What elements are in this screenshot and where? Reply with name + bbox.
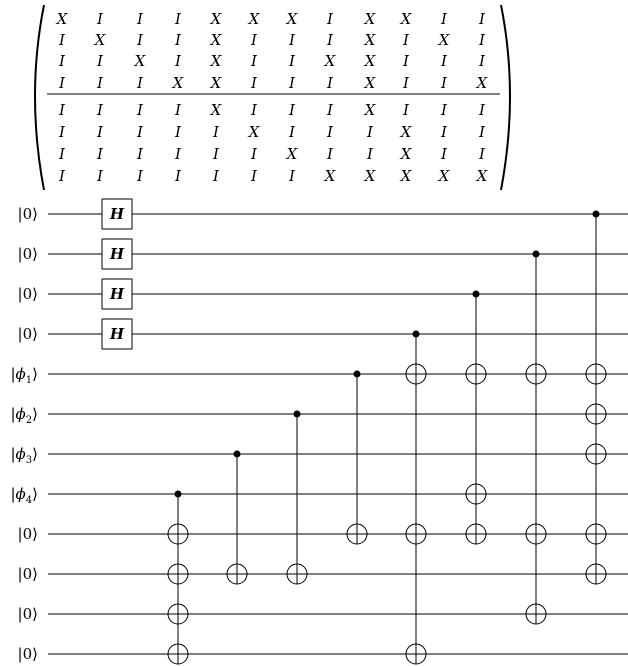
matrix-cell: I xyxy=(137,145,143,163)
wire-label: |0⟩ xyxy=(17,245,38,263)
matrix-cell: I xyxy=(327,101,333,119)
matrix-cell: I xyxy=(289,167,295,185)
matrix-cell: X xyxy=(286,145,298,163)
target-oplus xyxy=(406,364,426,384)
ket-close: ⟩ xyxy=(32,445,38,463)
hadamard-gate xyxy=(102,319,132,349)
target-oplus xyxy=(406,644,426,664)
matrix-cell: I xyxy=(213,145,219,163)
matrix-cell: I xyxy=(251,52,257,70)
ket-bar: | xyxy=(10,445,16,463)
ket-bar: | xyxy=(10,405,16,423)
target-oplus xyxy=(586,524,606,544)
matrix-cell: X xyxy=(94,31,106,49)
matrix-cell: I xyxy=(327,74,333,92)
matrix-cell: I xyxy=(441,123,447,141)
matrix-cell: I xyxy=(441,101,447,119)
control-dot xyxy=(413,331,420,338)
ket-symbol: ϕ xyxy=(15,405,26,423)
matrix-cell: I xyxy=(479,101,485,119)
stabilizer-matrix xyxy=(35,5,510,190)
matrix-cell: X xyxy=(210,31,222,49)
matrix-cell: I xyxy=(175,31,181,49)
matrix-cell: I xyxy=(441,10,447,28)
matrix-cell: I xyxy=(327,145,333,163)
matrix-cell: I xyxy=(59,101,65,119)
wire-label xyxy=(10,365,38,386)
matrix-cell: I xyxy=(251,167,257,185)
target-oplus xyxy=(347,524,367,544)
matrix-cell: I xyxy=(327,10,333,28)
hadamard-label: H xyxy=(109,325,125,343)
matrix-cell: I xyxy=(251,145,257,163)
target-oplus xyxy=(526,524,546,544)
matrix-cell: I xyxy=(403,101,409,119)
matrix-cell: X xyxy=(400,167,412,185)
matrix-cell: X xyxy=(248,123,260,141)
matrix-cell: X xyxy=(248,10,260,28)
ket-subscript: 3 xyxy=(25,455,33,466)
matrix-cell: I xyxy=(403,31,409,49)
matrix-cell: I xyxy=(97,123,103,141)
matrix-cell: X xyxy=(210,52,222,70)
target-oplus xyxy=(526,364,546,384)
matrix-cell: I xyxy=(251,31,257,49)
target-oplus xyxy=(466,524,486,544)
wire-label: |0⟩ xyxy=(17,325,38,343)
target-oplus xyxy=(466,364,486,384)
hadamard-label: H xyxy=(109,285,125,303)
matrix-cell: I xyxy=(97,74,103,92)
matrix-cell: X xyxy=(364,31,376,49)
control-dot xyxy=(473,291,480,298)
cnot-gate xyxy=(227,451,247,585)
control-dot xyxy=(533,251,540,258)
target-oplus xyxy=(406,524,426,544)
matrix-cell: X xyxy=(364,10,376,28)
cnot-gate xyxy=(168,491,188,665)
ket-close: ⟩ xyxy=(32,405,38,423)
matrix-cell: I xyxy=(97,52,103,70)
matrix-cell: X xyxy=(400,145,412,163)
matrix-cell: I xyxy=(97,145,103,163)
hadamard-label: H xyxy=(109,205,125,223)
matrix-cell: I xyxy=(137,167,143,185)
ket-symbol: ϕ xyxy=(15,485,26,503)
ket-close: ⟩ xyxy=(32,365,38,383)
matrix-cell: I xyxy=(59,74,65,92)
wire-label xyxy=(10,405,38,426)
matrix-cell: X xyxy=(364,167,376,185)
matrix-right-paren xyxy=(501,5,510,190)
matrix-cell: I xyxy=(479,123,485,141)
target-oplus xyxy=(287,564,307,584)
matrix-cell: X xyxy=(476,167,488,185)
target-oplus xyxy=(168,524,188,544)
matrix-cell: X xyxy=(210,101,222,119)
circuit-wires xyxy=(10,205,628,663)
matrix-left-paren xyxy=(35,5,44,190)
matrix-cell: I xyxy=(59,31,65,49)
matrix-cell: I xyxy=(403,52,409,70)
matrix-cell: X xyxy=(364,101,376,119)
matrix-cell: I xyxy=(289,31,295,49)
wire-label: |0⟩ xyxy=(17,205,38,223)
matrix-cell: X xyxy=(438,31,450,49)
target-oplus xyxy=(526,604,546,624)
target-oplus xyxy=(168,644,188,664)
hadamard-gate xyxy=(102,199,132,229)
matrix-cell: I xyxy=(175,101,181,119)
hadamard-label: H xyxy=(109,245,125,263)
control-dot xyxy=(234,451,241,458)
control-dot xyxy=(354,371,361,378)
matrix-cell: I xyxy=(97,101,103,119)
matrix-cell: X xyxy=(400,10,412,28)
matrix-cell: I xyxy=(441,52,447,70)
matrix-cell: X xyxy=(324,52,336,70)
ket-symbol: ϕ xyxy=(15,365,26,383)
matrix-cell: I xyxy=(137,74,143,92)
matrix-cell: I xyxy=(251,74,257,92)
matrix-cell: I xyxy=(59,52,65,70)
cnot-gate xyxy=(526,251,546,625)
control-dot xyxy=(175,491,182,498)
wire-label: |0⟩ xyxy=(17,565,38,583)
hadamard-gate xyxy=(102,239,132,269)
cnot-gate xyxy=(347,371,367,545)
ket-subscript: 4 xyxy=(25,495,33,506)
matrix-cell: I xyxy=(479,10,485,28)
matrix-cell: I xyxy=(289,74,295,92)
matrix-cell: I xyxy=(479,31,485,49)
matrix-cell: I xyxy=(289,123,295,141)
matrix-cell: X xyxy=(286,10,298,28)
matrix-cell: I xyxy=(479,52,485,70)
target-oplus xyxy=(466,484,486,504)
cnot-gate xyxy=(287,411,307,585)
target-oplus xyxy=(586,444,606,464)
ket-bar: | xyxy=(10,365,16,383)
wire-label: |0⟩ xyxy=(17,285,38,303)
matrix-cell: I xyxy=(403,74,409,92)
ket-subscript: 2 xyxy=(25,415,33,426)
target-oplus xyxy=(586,564,606,584)
matrix-cell: X xyxy=(364,52,376,70)
matrix-cell: X xyxy=(364,74,376,92)
matrix-cell: X xyxy=(210,10,222,28)
wire-label xyxy=(10,445,38,466)
matrix-cell: I xyxy=(213,167,219,185)
matrix-cell: I xyxy=(137,123,143,141)
matrix-cell: X xyxy=(400,123,412,141)
matrix-cell: X xyxy=(210,74,222,92)
target-oplus xyxy=(227,564,247,584)
matrix-cell: I xyxy=(213,123,219,141)
matrix-cell: X xyxy=(324,167,336,185)
matrix-cell: I xyxy=(441,74,447,92)
matrix-cell: I xyxy=(137,10,143,28)
matrix-cell: I xyxy=(175,52,181,70)
wire-label: |0⟩ xyxy=(17,645,38,663)
matrix-cell: I xyxy=(175,145,181,163)
matrix-cell: X xyxy=(56,10,68,28)
matrix-cell: X xyxy=(476,74,488,92)
matrix-cell: I xyxy=(327,123,333,141)
target-oplus xyxy=(586,364,606,384)
matrix-cell: I xyxy=(327,31,333,49)
matrix-cell: I xyxy=(289,52,295,70)
ket-bar: | xyxy=(10,485,16,503)
matrix-cell: I xyxy=(289,101,295,119)
wire-label: |0⟩ xyxy=(17,525,38,543)
target-oplus xyxy=(168,564,188,584)
matrix-cell: I xyxy=(367,145,373,163)
matrix-cell: I xyxy=(59,145,65,163)
control-dot xyxy=(593,211,600,218)
target-oplus xyxy=(586,404,606,424)
matrix-cell: I xyxy=(441,145,447,163)
matrix-cell: I xyxy=(59,123,65,141)
matrix-cell: X xyxy=(134,52,146,70)
cnot-gate xyxy=(586,211,606,585)
ket-close: ⟩ xyxy=(32,485,38,503)
matrix-cell: I xyxy=(175,10,181,28)
matrix-cell: I xyxy=(479,145,485,163)
matrix-cell: I xyxy=(175,123,181,141)
hadamard-gate xyxy=(102,279,132,309)
matrix-cell: I xyxy=(367,123,373,141)
matrix-cell: X xyxy=(172,74,184,92)
matrix-cell: I xyxy=(59,167,65,185)
ket-symbol: ϕ xyxy=(15,445,26,463)
wire-label xyxy=(10,485,38,506)
matrix-cell: I xyxy=(97,10,103,28)
wire-label: |0⟩ xyxy=(17,605,38,623)
matrix-cell: I xyxy=(97,167,103,185)
matrix-cell: X xyxy=(438,167,450,185)
matrix-cell: I xyxy=(251,101,257,119)
ket-subscript: 1 xyxy=(25,375,33,386)
circuit-gates xyxy=(102,199,606,664)
matrix-cell: I xyxy=(175,167,181,185)
target-oplus xyxy=(168,604,188,624)
control-dot xyxy=(294,411,301,418)
matrix-cell: I xyxy=(137,31,143,49)
cnot-gate xyxy=(466,291,486,545)
matrix-cell: I xyxy=(137,101,143,119)
